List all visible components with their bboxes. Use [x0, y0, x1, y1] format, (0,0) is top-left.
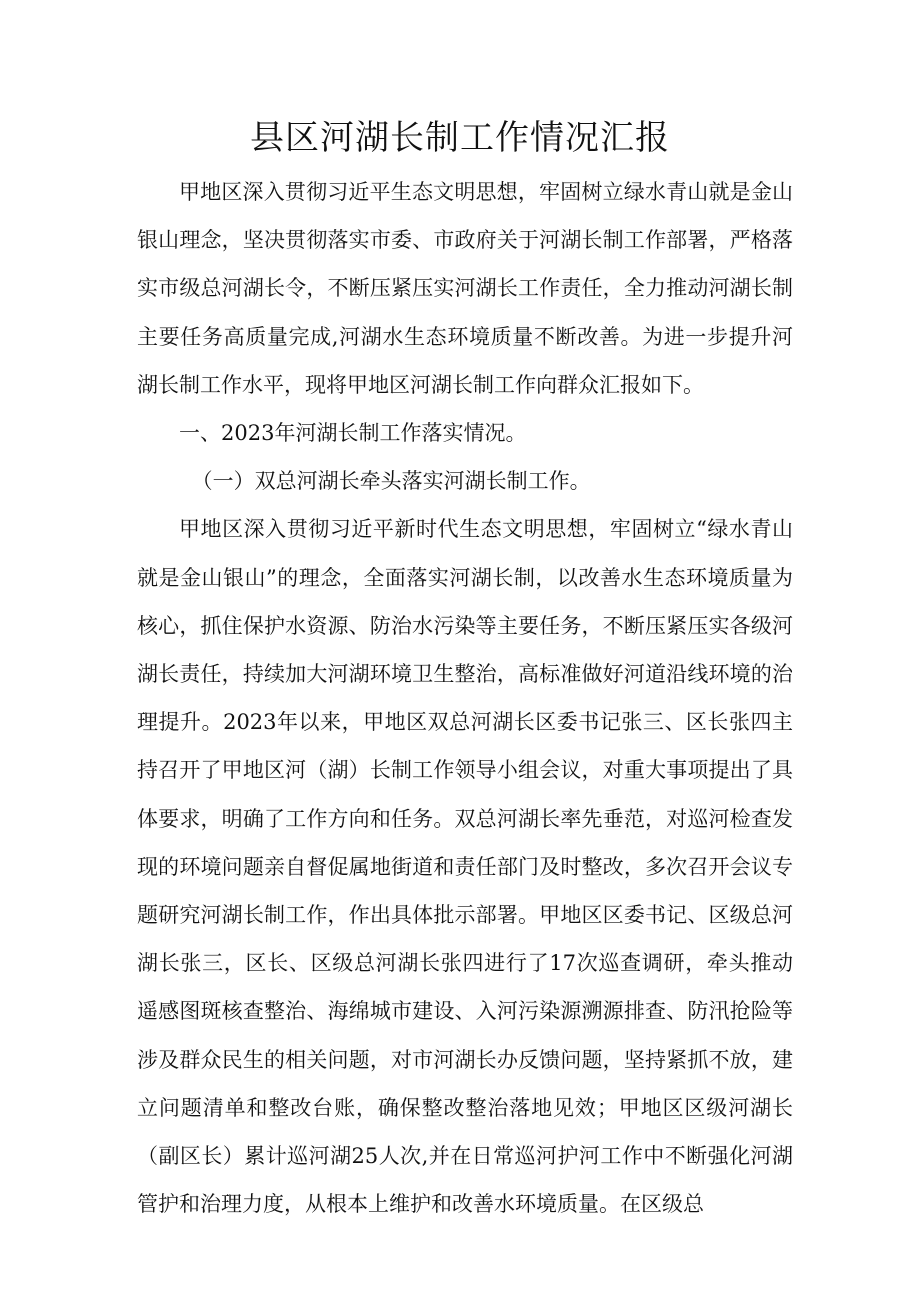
subsection-heading: （一）双总河湖长牵头落实河湖长制工作。 [191, 469, 591, 494]
document-title: 县区河湖长制工作情况汇报 [250, 118, 670, 158]
document-body [137, 168, 793, 1228]
subsection-paragraph: 甲地区深入贯彻习近平新时代生态文明思想，牢固树立“绿水青山就是金山银山”的理念，全面落实河湖长制，以改善水生态环境质量为核心，抓住保护水资源、防治水污染等主要任务，不断压紧压实各级河湖长责任，持续加大河湖环境卫生整治，高标准做好河道沿线环境的治理提升。2023年以来，甲地区双总河湖长区委书记张三、区长张四主持召开了甲地区河（湖）长制工作领导小组会议，对重大事项提出了具体要求，明确了工作方向和任务。双总河湖长率先垂范，对巡河检查发现的环境问题亲自督促属地街道和责任部门及时整改，多次召开会议专题研究河湖长制工作，作出具体批示部署。甲地区区委书记、区级总河湖长张三，区长、区级总河湖长张四进行了17次巡查调研，牵头推动遥感图斑核查整治、海绵城市建设、入河污染源溯源排查、防汛抢险等涉及群众民生的相关问题，对市河湖长办反馈问题，坚持紧抓不放，建立问题清单和整改台账，确保整改整治落地见效；甲地区区级河湖长（副区长）累计巡河湖25人次,并在日常巡河护河工作中不断强化河湖管护和治理力度，从根本上维护和改善水环境质量。在区级总 [137, 517, 793, 1217]
intro-paragraph: 甲地区深入贯彻习近平生态文明思想，牢固树立绿水青山就是金山银山理念，坚决贯彻落实市委、市政府关于河湖长制工作部署，严格落实市级总河湖长令，不断压紧压实河湖长工作责任，全力推动河湖长制主要任务高质量完成,河湖水生态环境质量不断改善。为进一步提升河湖长制工作水平，现将甲地区河湖长制工作向群众汇报如下。 [137, 180, 793, 397]
section-heading: 一、2023年河湖长制工作落实情况。 [179, 421, 527, 446]
